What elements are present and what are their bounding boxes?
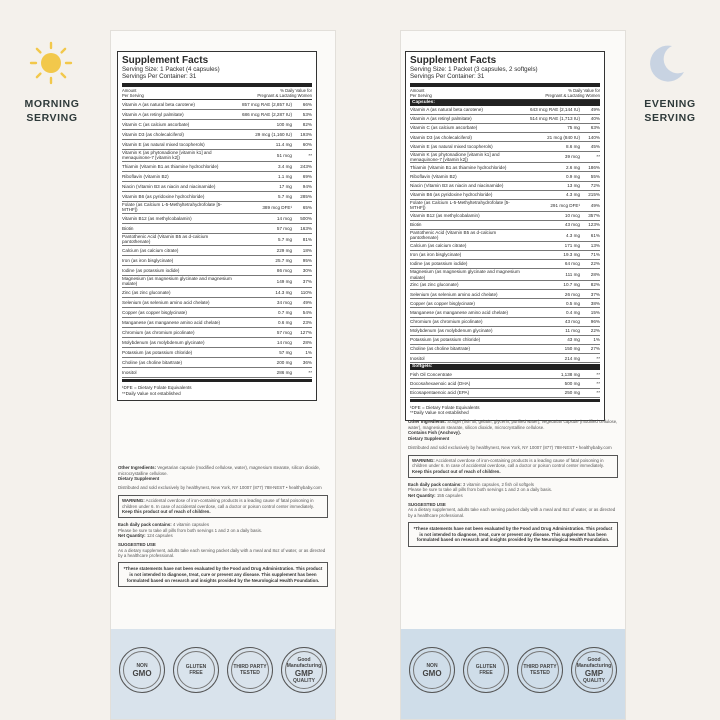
- nutrient-row: [122, 162, 312, 172]
- nutrient-amount: 29 mcg (1,160 IU): [255, 131, 292, 137]
- nutrient-dv: 69%: [302, 173, 312, 179]
- badge-text-top: GLUTEN: [185, 664, 207, 670]
- nutrient-row: [410, 242, 600, 251]
- nutrient-name: Vitamin B6 (as pyridoxine hydrochloride): [410, 192, 493, 198]
- badge-text-top: THIRD PARTY: [523, 664, 557, 670]
- dv-header: % Daily Value for Pregnant & Lactating Women: [257, 87, 312, 98]
- nutrient-amount: 111 mg: [565, 271, 580, 277]
- dv-header: % Daily Value for Pregnant & Lactating Women: [545, 87, 600, 98]
- nutrient-dv: 72%: [590, 182, 600, 188]
- nutrient-name: Iron (as iron bisglycinate): [122, 257, 174, 263]
- badge-text-bottom: FREE: [479, 670, 493, 676]
- nutrient-name: Chromium (as chromium picolinate): [410, 318, 483, 324]
- nutrient-dv: 500%: [300, 215, 312, 221]
- nutrient-row: [122, 214, 312, 224]
- nutrient-dv: 215%: [588, 192, 600, 198]
- nutrient-dv: 28%: [590, 271, 600, 277]
- nutrient-row: [410, 327, 600, 336]
- nutrient-dv: 30%: [302, 267, 312, 273]
- nutrient-row: [122, 140, 312, 150]
- nutrient-amount: 5.7 mg: [277, 193, 292, 199]
- nutrient-amount: 0.5 mg: [565, 300, 580, 306]
- nutrient-dv: 13%: [590, 243, 600, 249]
- nutrient-dv: 36%: [302, 359, 312, 365]
- nutrient-amount: 0.7 mg: [277, 309, 292, 315]
- nutrient-name: Choline (as choline bitartrate): [122, 359, 183, 365]
- nutrient-row: [410, 172, 600, 181]
- amount-header: Amount Per Serving: [410, 87, 432, 98]
- nutrient-dv: 66%: [302, 101, 312, 107]
- nutrient-amount: 43 mg: [567, 337, 580, 343]
- nutrient-row: [410, 290, 600, 299]
- nutrient-row: [122, 368, 312, 378]
- nutrient-dv: 96%: [590, 318, 600, 324]
- nutrient-row: [410, 389, 600, 398]
- nutrient-dv: 81%: [302, 236, 312, 242]
- nutrient-amount: 43 mcg: [564, 222, 580, 228]
- nutrient-amount: 686 mcg RAE (2,287 IU): [241, 111, 292, 117]
- nutrient-amount: 57 mg: [279, 349, 292, 355]
- nutrient-name: Iodine (as potassium iodide): [122, 267, 180, 273]
- nutrient-row: [122, 150, 312, 162]
- nutrient-amount: 214 mg: [564, 355, 580, 361]
- nutrient-name: Vitamin D3 (as cholecalciferol): [410, 134, 472, 140]
- nutrient-amount: 171 mg: [564, 243, 580, 249]
- badge-text-top: Good Manufacturing: [576, 656, 612, 669]
- badge-text-bottom: QUALITY: [583, 677, 605, 684]
- nutrient-name: Potassium (as potassium chloride): [122, 349, 193, 355]
- nutrient-name: Vitamin K (as phytonadione [vitamin k1] and menaquinone-7 [vitamin k2]): [410, 151, 500, 162]
- nutrient-dv: 45%: [590, 143, 600, 149]
- nutrient-row: [410, 308, 600, 317]
- nutrient-row: [122, 110, 312, 120]
- nutrient-dv: 23%: [302, 319, 312, 325]
- evening-panel: [400, 30, 626, 720]
- badge-text-mid: GMO: [422, 668, 442, 678]
- nutrient-dv: 71%: [590, 252, 600, 258]
- fda-statement: *These statements have not been evaluated by the Food and Drug Administration. This product is not intended to diagnose, treat, cure or prevent any disease. This supplement has been formulated based on research and insights provided by the Neurological Health Foundation.: [408, 522, 618, 547]
- nutrient-dv: 193%: [300, 131, 312, 137]
- nutrient-dv: 127%: [300, 329, 312, 335]
- nutrient-amount: 3.4 mg: [277, 163, 292, 169]
- servings-per-container: Servings Per Container: 31: [410, 73, 485, 81]
- nutrient-amount: 11 mcg: [565, 328, 580, 334]
- nutrient-dv: 38%: [590, 300, 600, 306]
- nutrient-name: Calcium (as calcium citrate): [122, 247, 179, 253]
- nutrient-row: [122, 348, 312, 358]
- nutrient-amount: 57 mcg: [276, 225, 292, 231]
- badge-text-mid: GMP: [294, 668, 314, 678]
- nutrient-dv: 60%: [302, 141, 312, 147]
- nutrient-row: [410, 152, 600, 164]
- nutrient-row: [122, 328, 312, 338]
- warning-box: WARNING: Accidental overdose of iron-containing products is a leading cause of fatal poisoning in children under 6. In case of accidental overdose, call a doctor or poison control center immediately. Keep this product out of reach of children.: [118, 495, 328, 518]
- nutrient-dv: 94%: [302, 183, 312, 189]
- badge-text-bottom: QUALITY: [293, 677, 315, 684]
- nutrient-dv: 22%: [590, 328, 600, 334]
- nutrient-dv: **: [596, 389, 600, 395]
- nutrient-row: [410, 299, 600, 308]
- nutrient-amount: 43 mcg: [564, 318, 580, 324]
- nutrient-dv: 28%: [302, 339, 312, 345]
- nutrient-row: [410, 106, 600, 115]
- nutrient-amount: 8.6 mg: [565, 143, 580, 149]
- supplement-facts-morning: [117, 51, 317, 401]
- badge-text-top: NON: [426, 662, 438, 669]
- nutrient-amount: 39 mcg: [564, 154, 580, 160]
- nutrient-name: Vitamin C (as calcium ascorbate): [122, 121, 190, 127]
- nutrient-row: [410, 260, 600, 269]
- nutrient-dv: 18%: [302, 247, 312, 253]
- nutrient-name: Folate (as Calcium L-5-Methyltetrahydrofolate [5-MTHF]): [122, 202, 222, 213]
- nutrient-amount: 19.3 mg: [563, 252, 580, 258]
- sf-title: Supplement Facts: [410, 55, 497, 66]
- nutrient-amount: 5.7 mg: [277, 236, 292, 242]
- nutrient-row: [410, 221, 600, 230]
- nutrient-row: [410, 230, 600, 242]
- nutrient-row: [410, 124, 600, 133]
- nutrient-name: Biotin: [410, 222, 422, 228]
- nutrient-row: [410, 379, 600, 388]
- nutrient-dv: **: [308, 369, 312, 375]
- nutrient-dv: 110%: [300, 289, 312, 295]
- nutrient-name: Vitamin A (as natural beta carotene): [410, 107, 483, 113]
- nutrient-row: [122, 246, 312, 256]
- nutrient-dv: 49%: [302, 299, 312, 305]
- nutrient-row: [410, 212, 600, 221]
- badge-text-mid: GMO: [132, 668, 152, 678]
- nutrient-row: [122, 182, 312, 192]
- nutrient-row: [410, 370, 600, 379]
- nutrient-dv: 285%: [300, 193, 312, 199]
- nutrient-name: Niacin (Vitamin B3 as niacin and niacinamide): [122, 183, 216, 189]
- nutrient-amount: 11.4 mg: [275, 141, 292, 147]
- nutrient-row: [410, 251, 600, 260]
- nutrient-name: Inositol: [410, 355, 425, 361]
- nutrient-name: Choline (as choline bitartrate): [410, 346, 471, 352]
- morning-panel: [110, 30, 336, 720]
- nutrient-amount: 857 mcg RAE (2,857 IU): [241, 101, 292, 107]
- nutrient-row: [122, 224, 312, 234]
- badge-text-top: Good Manufacturing: [286, 656, 322, 669]
- nutrient-amount: 150 mg: [564, 346, 580, 352]
- nutrient-dv: 243%: [300, 163, 312, 169]
- nutrient-name: Calcium (as calcium citrate): [410, 243, 467, 249]
- nutrient-name: Magnesium (as magnesium glycinate and magnesium malate): [122, 275, 232, 287]
- nutrient-row: [122, 256, 312, 266]
- nutrient-amount: 514 mcg RAE (1,713 IU): [529, 116, 580, 122]
- nutrient-row: [122, 130, 312, 140]
- nutrient-name: Selenium (as selenium amino acid chelate): [410, 291, 498, 297]
- serving-size: Serving Size: 1 Packet (3 capsules, 2 softgels): [410, 66, 538, 73]
- nutrient-name: Chromium (as chromium picolinate): [122, 329, 195, 335]
- nutrient-dv: **: [596, 380, 600, 386]
- gmp-quality-badge: [281, 647, 327, 693]
- nutrient-dv: 1%: [305, 349, 312, 355]
- nutrient-name: Thiamin (Vitamin B1 as thiamine hydrochloride): [122, 163, 219, 169]
- nutrient-amount: 643 mcg RAE (2,144 IU): [529, 107, 580, 113]
- nutrient-dv: 186%: [588, 164, 600, 170]
- sf-header: [122, 87, 312, 100]
- nutrient-dv: 95%: [302, 257, 312, 263]
- nutrient-amount: 291 mcg DFE¹: [550, 202, 580, 208]
- evening-info: Other Ingredients: Softgel (fish oil, gelatin, glycerin, purified water), vegetarian capsule (modified cellulose, water), magnesium stearate, silicon dioxide, microcrystalline cellulose. Contains Fish (Anchovy). Dietary Supplement Distributed and sold exclusively by healthynest, New York, NY 10007 (877) 788-NEST • healthybaby.com WARNING: Accidental overdose of iron-containing products is a leading cause of fatal poisoning in children under 6. In case of accidental overdose, call a doctor or poison control center immediately. Keep this product out of reach of children. Each daily pack contains: 3 vitamin capsules, 2 fish oil softgels Please be sure to take all pills from both servings 1 and 2 on a daily basis. Net Quantity: 155 capsules SUGGESTED USE As a dietary supplement, adults take each serving packet daily with a meal and 8oz of water, or as directed by a healthcare professional. *These statements have not been evaluated by the Food and Drug Administration. This product is not intended to diagnose, treat, cure or prevent any disease. This supplement has been formulated based on research and insights provided by the Neurological Health Foundation.: [408, 419, 618, 547]
- nutrient-row: [122, 234, 312, 246]
- nutrient-dv: 123%: [588, 222, 600, 228]
- nutrient-amount: 286 mg: [276, 369, 292, 375]
- nutrient-row: [410, 281, 600, 290]
- nutrient-row: [410, 345, 600, 354]
- capsules-section: Capsules:: [410, 100, 600, 106]
- nutrient-dv: 53%: [302, 111, 312, 117]
- nutrient-dv: 49%: [590, 107, 600, 113]
- nutrient-name: Vitamin B12 (as methylcobalamin): [410, 213, 480, 219]
- nutrient-amount: 10.7 mg: [563, 282, 580, 288]
- amount-header: Amount Per Serving: [122, 87, 144, 98]
- nutrient-dv: 82%: [302, 121, 312, 127]
- badge-strip: [111, 629, 335, 719]
- nutrient-row: [122, 266, 312, 276]
- badge-text-bottom: TESTED: [240, 670, 260, 676]
- nutrient-row: [410, 191, 600, 200]
- nutrient-name: Vitamin E (as natural mixed tocopherols): [410, 143, 493, 149]
- nutrient-name: Vitamin E (as natural mixed tocopherols): [122, 141, 205, 147]
- nutrient-dv: 49%: [590, 202, 600, 208]
- supplement-facts-evening: [405, 51, 605, 421]
- nutrient-dv: 40%: [590, 116, 600, 122]
- nutrient-amount: 2.6 mg: [565, 164, 580, 170]
- sf-header: [410, 87, 600, 100]
- badge-text-top: NON: [136, 662, 148, 669]
- nutrient-dv: 1%: [593, 337, 600, 343]
- nutrient-row: [410, 269, 600, 281]
- nutrient-name: Magnesium (as magnesium glycinate and magnesium malate): [410, 269, 520, 280]
- non-gmo-badge: [409, 647, 455, 693]
- nutrient-name: Riboflavin (Vitamin B2): [122, 173, 169, 179]
- serving-size: Serving Size: 1 Packet (4 capsules): [122, 66, 220, 73]
- nutrient-dv: **: [596, 355, 600, 361]
- nutrient-amount: 34 mcg: [276, 299, 292, 305]
- nutrient-row: [410, 115, 600, 124]
- nutrient-amount: 1.1 mg: [277, 173, 292, 179]
- nutrient-amount: 0.4 mg: [565, 309, 580, 315]
- nutrient-row: [122, 338, 312, 348]
- nutrient-row: [122, 120, 312, 130]
- nutrient-amount: 1,138 mg: [560, 371, 580, 377]
- nutrient-name: Vitamin A (as retinyl palmitate): [410, 116, 472, 122]
- nutrient-name: Vitamin A (as natural beta carotene): [122, 101, 195, 107]
- nutrient-name: Copper (as copper bisglycinate): [410, 300, 475, 306]
- nutrient-amount: 0.6 mg: [277, 319, 292, 325]
- sf-title: Supplement Facts: [122, 55, 209, 66]
- badge-text-bottom: TESTED: [530, 670, 550, 676]
- nutrient-amount: 200 mg: [276, 359, 292, 365]
- nutrient-amount: 75 mg: [567, 125, 580, 131]
- nutrient-name: Biotin: [122, 225, 134, 231]
- nutrient-row: [122, 298, 312, 308]
- nutrient-amount: 500 mg: [564, 380, 580, 386]
- nutrient-name: Copper (as copper bisglycinate): [122, 309, 187, 315]
- nutrient-row: [410, 182, 600, 191]
- nutrient-dv: 27%: [590, 346, 600, 352]
- nutrient-dv: 54%: [302, 309, 312, 315]
- nutrient-amount: 100 mg: [276, 121, 292, 127]
- nutrient-row: [122, 288, 312, 298]
- nutrient-amount: 250 mg: [564, 389, 580, 395]
- badge-text-top: GLUTEN: [475, 664, 497, 670]
- nutrient-row: [410, 354, 600, 363]
- nutrient-amount: 51 mcg: [276, 152, 292, 158]
- nutrient-name: Thiamin (Vitamin B1 as thiamine hydrochloride): [410, 164, 507, 170]
- nutrient-name: Vitamin B6 (as pyridoxine hydrochloride): [122, 193, 205, 199]
- nutrient-row: [122, 100, 312, 110]
- nutrient-dv: 22%: [590, 261, 600, 267]
- nutrient-amount: 4.3 mg: [565, 232, 580, 238]
- nutrient-amount: 0.9 mg: [565, 173, 580, 179]
- nutrient-amount: 229 mg: [276, 247, 292, 253]
- warning-box: WARNING: Accidental overdose of iron-containing products is a leading cause of fatal poisoning in children under 6. In case of accidental overdose, call a doctor or poison control center immediately. Keep this product out of reach of children.: [408, 455, 618, 478]
- nutrient-row: [122, 308, 312, 318]
- nutrient-dv: 55%: [590, 173, 600, 179]
- nutrient-row: [122, 172, 312, 182]
- servings-per-container: Servings Per Container: 31: [122, 73, 197, 81]
- gluten-free-badge: [463, 647, 509, 693]
- softgels-section: Softgels:: [410, 364, 600, 370]
- nutrient-name: Zinc (as zinc gluconate): [122, 289, 171, 295]
- nutrient-amount: 17 mg: [279, 183, 292, 189]
- badge-text-top: THIRD PARTY: [233, 664, 267, 670]
- nutrient-name: Molybdenum (as molybdenum glycinate): [410, 328, 493, 334]
- nutrient-name: Folate (as Calcium L-5-Methyltetrahydrofolate [5-MTHF]): [410, 199, 510, 211]
- nutrient-dv: 15%: [590, 309, 600, 315]
- nutrient-name: Iron (as iron bisglycinate): [410, 252, 462, 258]
- nutrient-dv: 63%: [590, 125, 600, 131]
- nutrient-amount: 14 mcg: [276, 339, 292, 345]
- nutrient-amount: 14.3 mg: [275, 289, 292, 295]
- nutrient-dv: 61%: [590, 232, 600, 238]
- nutrient-dv: **: [308, 152, 312, 158]
- nutrient-name: Fish Oil Concentrate: [410, 371, 452, 377]
- nutrient-dv: **: [596, 154, 600, 160]
- nutrient-name: Vitamin C (as calcium ascorbate): [410, 125, 478, 131]
- nutrient-name: Vitamin K (as phytonadione [vitamin k1] and menaquinone-7 [vitamin k2]): [122, 150, 212, 161]
- moon-icon: [644, 42, 688, 86]
- nutrient-name: Niacin (Vitamin B3 as niacin and niacinamide): [410, 182, 504, 188]
- badge-strip: [401, 629, 625, 719]
- nutrient-name: Selenium (as selenium amino acid chelate): [122, 299, 210, 305]
- third-party-tested-badge: [227, 647, 273, 693]
- nutrient-name: Eicosapentaenoic acid (EPA): [410, 389, 470, 395]
- nutrient-dv: 37%: [590, 291, 600, 297]
- footnotes: ¹DFE = Dietary Folate Equivalents **Daily Value not established: [410, 399, 600, 416]
- nutrient-amount: 14 mcg: [276, 215, 292, 221]
- nutrient-amount: 149 mg: [276, 278, 292, 284]
- nutrient-dv: **: [596, 371, 600, 377]
- nutrient-name: Vitamin D3 (as cholecalciferol): [122, 131, 184, 137]
- badge-text-bottom: FREE: [189, 670, 203, 676]
- nutrient-name: Riboflavin (Vitamin B2): [410, 173, 457, 179]
- third-party-tested-badge: [517, 647, 563, 693]
- nutrient-amount: 21 mcg (840 IU): [547, 134, 580, 140]
- nutrient-row: [410, 336, 600, 345]
- nutrient-name: Molybdenum (as molybdenum glycinate): [122, 339, 205, 345]
- nutrient-dv: 37%: [302, 278, 312, 284]
- nutrient-row: [410, 200, 600, 212]
- nutrient-dv: 140%: [588, 134, 600, 140]
- nutrient-amount: 86 mcg: [276, 267, 292, 273]
- nutrient-rows: [122, 100, 312, 378]
- nutrient-name: Vitamin A (as retinyl palmitate): [122, 111, 184, 117]
- nutrient-amount: 57 mcg: [276, 329, 292, 335]
- nutrient-name: Potassium (as potassium chloride): [410, 337, 481, 343]
- nutrient-amount: 389 mcg DFE¹: [262, 204, 292, 210]
- non-gmo-badge: [119, 647, 165, 693]
- nutrient-row: [122, 192, 312, 202]
- nutrient-row: [410, 318, 600, 327]
- sun-icon: [28, 40, 74, 86]
- fda-statement: *These statements have not been evaluated by the Food and Drug Administration. This product is not intended to diagnose, treat, cure or prevent any disease. This supplement has been formulated based on research and insights provided by the Neurological Health Foundation.: [118, 562, 328, 587]
- nutrient-dv: 82%: [590, 282, 600, 288]
- softgel-rows: [410, 370, 600, 397]
- nutrient-name: Inositol: [122, 369, 137, 375]
- nutrient-row: [122, 276, 312, 288]
- nutrient-name: Vitamin B12 (as methylcobalamin): [122, 215, 192, 221]
- nutrient-row: [410, 163, 600, 172]
- nutrient-name: Iodine (as potassium iodide): [410, 261, 468, 267]
- morning-info: Other Ingredients: Vegetarian capsule (modified cellulose, water), magnesium stearate, silicon dioxide, microcrystalline cellulose. Dietary Supplement Distributed and sold exclusively by healthynest, New York, NY 10007 (877) 788-NEST • healthybaby.com WARNING: Accidental overdose of iron-containing products is a leading cause of fatal poisoning in children under 6. In case of accidental overdose, call a doctor or poison control center immediately. Keep this product out of reach of children. Each daily pack contains: 4 vitamin capsules Please be sure to take all pills from both servings 1 and 2 on a daily basis. Net Quantity: 124 capsules SUGGESTED USE As a dietary supplement, adults take each serving packet daily with a meal and 8oz of water, or as directed by a healthcare professional. *These statements have not been evaluated by the Food and Drug Administration. This product is not intended to diagnose, treat, cure or prevent any disease. This supplement has been formulated based on research and insights provided by the Neurological Health Foundation.: [118, 465, 328, 587]
- nutrient-name: Zinc (as zinc gluconate): [410, 282, 459, 288]
- nutrient-name: Pantothenic Acid (Vitamin B5 as d-calcium pantothenate): [122, 233, 209, 245]
- nutrient-amount: 25.7 mg: [275, 257, 292, 263]
- nutrient-row: [410, 142, 600, 151]
- nutrient-amount: 13 mg: [567, 182, 580, 188]
- nutrient-name: Manganese (as manganese amino acid chelate): [122, 319, 221, 325]
- gluten-free-badge: [173, 647, 219, 693]
- nutrient-row: [122, 358, 312, 368]
- footnotes: ¹DFE = Dietary Folate Equivalents **Daily Value not established: [122, 379, 312, 396]
- nutrient-row: [122, 202, 312, 214]
- badge-text-mid: GMP: [584, 668, 604, 678]
- nutrient-dv: 357%: [588, 213, 600, 219]
- nutrient-amount: 26 mcg: [564, 291, 580, 297]
- nutrient-row: [122, 318, 312, 328]
- nutrient-amount: 10 mcg: [564, 213, 580, 219]
- nutrient-rows: [410, 106, 600, 363]
- nutrient-amount: 64 mcg: [564, 261, 580, 267]
- gmp-quality-badge: [571, 647, 617, 693]
- morning-serving-label: MORNING SERVING: [24, 98, 80, 124]
- evening-serving-label: EVENING SERVING: [644, 98, 696, 124]
- nutrient-amount: 4.3 mg: [565, 192, 580, 198]
- nutrient-dv: 65%: [302, 204, 312, 210]
- nutrient-name: Pantothenic Acid (Vitamin B5 as d-calcium pantothenate): [410, 229, 497, 241]
- nutrient-row: [410, 133, 600, 142]
- nutrient-name: Docosahexaenoic acid (DHA): [410, 380, 471, 386]
- nutrient-name: Manganese (as manganese amino acid chelate): [410, 309, 509, 315]
- nutrient-dv: 163%: [300, 225, 312, 231]
